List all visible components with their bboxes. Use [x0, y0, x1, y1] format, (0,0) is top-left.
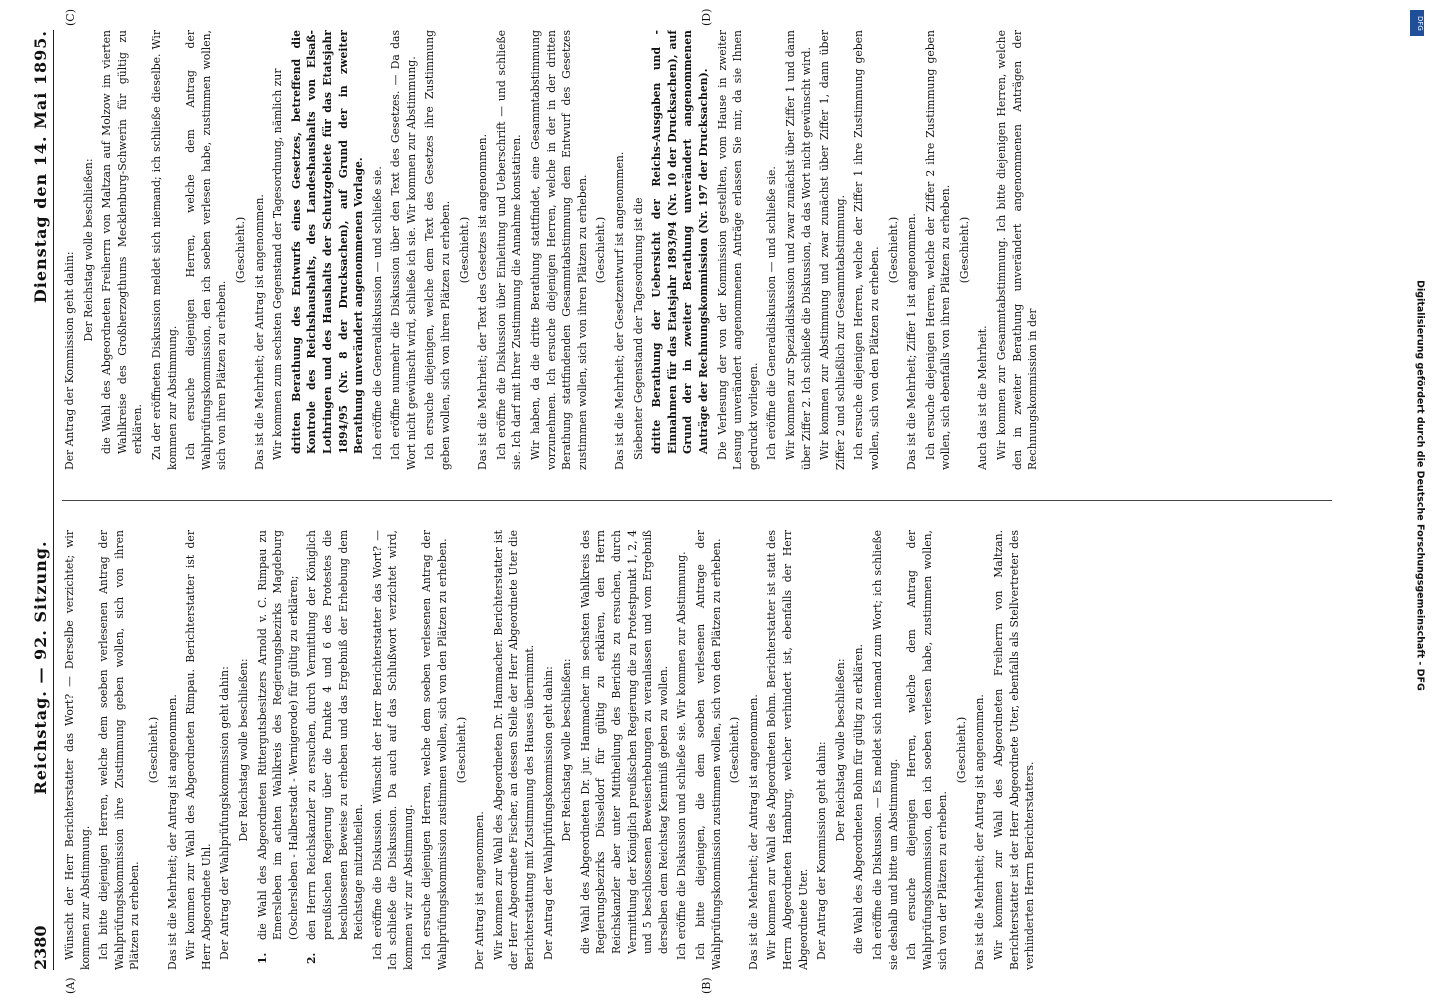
- paragraph: Ich bitte diejenigen Herren, welche dem soeben verlesenen Antrag der Wahlprüfungskommission ihre Zustimmung geben wollen, sich von ihren Plätzen zu erheben.: [97, 530, 142, 970]
- paragraph: Ich eröffne die Diskussion. Wünscht der Herr Berichterstatter das Wort? — Ich schließe die Diskussion. Da auch auf das Schlußwort verzichtet wird, kommen wir zur Abstimmung.: [370, 530, 415, 970]
- left-column: [62, 530, 1332, 970]
- paragraph: Wir kommen zur Spezialdiskussion und zwar zunächst über Ziffer 1 und dann über Ziffer 2. Ich schließe die Diskussion, da das Wort nicht gewünscht wird.: [783, 30, 813, 470]
- paragraph: Ich ersuche diejenigen, welche dem Text des Gesetzes ihre Zustimmung geben wollen, sich von ihren Plätzen zu erheben.: [423, 30, 453, 470]
- paragraph: Das ist die Mehrheit; der Antrag ist angenommen.: [252, 194, 266, 470]
- paragraph: Das ist die Mehrheit; der Antrag ist angenommen.: [165, 694, 179, 970]
- motion-text: die Wahl des Abgeordneten Bohm für gültig zu erklären.: [852, 644, 866, 954]
- stage-direction: (Geschieht.): [886, 216, 900, 284]
- motion-heading: Der Reichstag wolle beschließen:: [81, 158, 95, 342]
- paragraph: Ich eröffne die Generaldiskussion — und schließe sie.: [765, 166, 779, 460]
- paragraph: Der Antrag der Kommission geht dahin:: [63, 251, 76, 470]
- paragraph: Wir kommen zur Wahl des Abgeordneten Rimpau. Berichterstatter ist der Herr Abgeordnete Uhl.: [184, 530, 213, 970]
- paragraph: Ich ersuche diejenigen Herren, welche dem soeben verlesenen Antrag der Wahlprüfungskommission zustimmen wollen, sich von den Plätzen zu erheben.: [420, 530, 450, 970]
- page-number: 2380: [31, 925, 50, 970]
- margin-label-a: (A): [64, 977, 77, 994]
- stage-direction: (Geschieht.): [457, 216, 471, 284]
- motion-text: die Wahl des Abgeordneten Rittergutsbesitzers Arnold v. C. Rimpau zu Emersleben im achten Wahlkreis des Regierungsbezirks Magdeburg (Oschersleben - Halberstadt - Wernigerode) für gültig zu erklären;: [255, 530, 300, 940]
- item-number: 2.: [305, 952, 319, 964]
- paragraph: Wir kommen zur Abstimmung und zwar zunächst über Ziffer 1, dann über Ziffer 2 und schließlich zur Gesammtabstimmung.: [818, 30, 847, 470]
- paragraph: Zu der eröffneten Diskussion meldet sich niemand; ich schließe dieselbe. Wir kommen zur Abstimmung.: [149, 30, 179, 470]
- paragraph: Ich eröffne nunmehr die Diskussion über den Text des Gesetzes. — Da das Wort nicht gewünscht wird, schließe ich sie. Wir kommen zur Abstimmung.: [389, 30, 418, 470]
- paragraph: Wir kommen zur Wahl des Abgeordneten Freiherrn von Maltzan. Berichterstatter ist der Herr Abgeordnete Uter, ebenfalls als Stellvertreter des verhinderten Herrn Berichterstatters.: [992, 530, 1037, 970]
- paragraph: Siebenter Gegenstand der Tagesordnung ist die: [631, 197, 645, 460]
- dfg-logo: DFG: [1410, 10, 1424, 36]
- stage-direction: (Geschieht.): [957, 216, 971, 284]
- paragraph: Ich eröffne die Diskussion und schließe sie. Wir kommen zur Abstimmung.: [675, 551, 689, 960]
- motion-heading: Der Reichstag wolle beschließen:: [560, 658, 574, 842]
- motion-text: die Wahl des Abgeordneten Freiherrn von Maltzan auf Molzow im vierten Wahlkreise des Großherzogthums Mecklenburg-Schwerin für gültig zu erklären.: [100, 30, 145, 454]
- paragraph: Ich bitte diejenigen, die dem soeben verlesenen Antrage der Wahlprüfungskommission zustimmen wollen, sich von den Plätzen zu erheben.: [693, 530, 723, 970]
- stage-direction: (Geschieht.): [454, 716, 468, 784]
- paragraph: Ich eröffne die Diskussion. — Es meldet sich niemand zum Wort; ich schließe sie deshalb und bitte um Abstimmung.: [870, 530, 900, 970]
- paragraph: Der Antrag der Kommission geht dahin:: [815, 741, 829, 960]
- paragraph: Ich ersuche diejenigen Herren, welche dem Antrag der Wahlprüfungskommission, den ich soeben verlesen habe, zustimmen wollen, sich von ihren Plätzen zu erheben.: [184, 30, 229, 470]
- paragraph: Der Antrag der Wahlprüfungskommission geht dahin:: [218, 666, 232, 960]
- column-divider: [62, 500, 1332, 501]
- credit-text: Digitalisierung gefördert durch die Deutsche Forschungsgemeinschaft - DFG: [1414, 280, 1426, 691]
- margin-label-b: (B): [700, 977, 713, 994]
- paragraph: Wir kommen zur Wahl des Abgeordneten Bohm. Berichterstatter ist statt des Herrn Abgeordneten Hamburg, welcher verhindert ist, ebenfalls der Herr Abgeordnete Uter.: [765, 530, 810, 970]
- paragraph: Der Antrag der Wahlprüfungskommission geht dahin:: [541, 666, 555, 960]
- paragraph: Wir kommen zum sechsten Gegenstand der Tagesordnung, nämlich zur: [271, 68, 285, 460]
- funding-credit: [1410, 10, 1426, 990]
- paragraph: Das ist die Mehrheit; Ziffer 1 ist angenommen.: [905, 213, 919, 470]
- paragraph: Das ist die Mehrheit; der Text des Gesetzes ist angenommen.: [476, 133, 490, 470]
- motion-item-2: [304, 530, 366, 964]
- paragraph: Auch das ist die Mehrheit.: [976, 325, 990, 470]
- stage-direction: (Geschieht.): [146, 716, 160, 784]
- motion-text: den Herrn Reichskanzler zu ersuchen, durch Vermittlung der Königlich preußischen Regierung über die Punkte 4 und 6 des Protestes die beschlossenen Beweise zu erheben und das Ergebniß der Erhebung dem Reichstage mitzutheilen.: [305, 530, 366, 940]
- paragraph: Ich eröffne die Generaldiskussion — und schließe sie.: [370, 166, 384, 460]
- motion-heading: Der Reichstag wolle beschließen:: [236, 658, 250, 842]
- motion-text: die Wahl des Abgeordneten Dr. jur. Hammacher im sechsten Wahlkreis des Regierungsbezirks Düsseldorf für gültig zu erklären, den Herrn Reichskanzler aber unter Mittheilung des Berichts zu ersuchen, durch Vermittlung der Königlich preußischen Regierung die zu Protestpunkt 1, 2, 4 und 5 beschlossenen Beweiserhebungen zu veranlassen und vom Ergebniß derselben dem Reichstag Kenntniß geben zu wollen.: [578, 530, 670, 954]
- agenda-item-title: dritte Berathung der Uebersicht der Reichs-Ausgaben und -Einnahmen für das Etatsjahr 1893/94 (Nr. 10 der Drucksachen), auf Grund der in zweiter Berathung unverändert angenommenen Anträge der Rechnungskommission (Nr. 197 der Drucksachen).: [650, 30, 710, 454]
- paragraph: Wünscht der Herr Berichterstatter das Wort? — Derselbe verzichtet; wir kommen zur Abstimmung.: [63, 530, 92, 970]
- paragraph: Ich ersuche diejenigen Herren, welche der Ziffer 2 ihre Zustimmung geben wollen, sich ebenfalls von ihren Plätzen zu erheben.: [923, 30, 953, 470]
- paragraph: Das ist die Mehrheit; der Antrag ist angenommen.: [746, 694, 760, 970]
- margin-label-c: (C): [64, 9, 77, 26]
- motion-item-1: [255, 530, 302, 964]
- stage-direction: (Geschieht.): [233, 216, 247, 284]
- stage-direction: (Geschieht.): [954, 716, 968, 784]
- paragraph: Ich ersuche diejenigen Herren, welche dem Antrag der Wahlprüfungskommission, den ich soeben verlesen habe, zustimmen wollen, sich von der Plätzen zu erheben.: [905, 530, 950, 970]
- session-title: Reichstag. — 92. Sitzung.: [31, 540, 50, 795]
- paragraph: Das ist die Mehrheit; der Antrag ist angenommen.: [973, 694, 987, 970]
- item-number: 1.: [255, 952, 269, 964]
- paragraph: Wir kommen zur Wahl des Abgeordneten Dr. Hammacher. Berichterstatter ist der Herr Abgeordnete Fischer, an dessen Stelle der Herr Abgeordnete Uter die Berichterstattung mit Zustimmung des Hauses übernimmt.: [491, 530, 537, 970]
- stage-direction: (Geschieht.): [594, 216, 608, 284]
- agenda-item-title: dritten Berathung des Entwurfs eines Gesetzes, betreffend die Kontrole des Reichshaushalts, des Landeshaushalts von Elsaß-Lothringen und des Haushalts der Schutzgebiete für das Etatsjahr 1894/95 (Nr. 8 der Drucksachen), auf Grund der in zweiter Berathung unverändert angenommenen Vorlage.: [289, 30, 366, 454]
- paragraph: Ich eröffne die Diskussion über Einleitung und Ueberschrift — und schließe sie. Ich darf mit Ihrer Zustimmung die Annahme konstatiren.: [494, 30, 524, 470]
- right-column: [62, 30, 1332, 470]
- paragraph: Das ist die Mehrheit; der Gesetzentwurf ist angenommen.: [613, 151, 626, 470]
- motion-heading: Der Reichstag wolle beschließen:: [833, 658, 847, 842]
- session-date: Dienstag den 14. Mai 1895.: [31, 30, 50, 304]
- paragraph: Wir haben, da die dritte Berathung stattfindet, eine Gesammtabstimmung vorzunehmen. Ich ersuche diejenigen Herren, welche in der in der dritten Berathung stattfindenden Gesammtabstimmung dem Entwurf des Gesetzes zustimmen wollen, sich von ihren Plätzen zu erheben.: [529, 30, 589, 470]
- margin-label-d: (D): [700, 8, 713, 26]
- running-header: [20, 30, 54, 970]
- paragraph: Ich ersuche diejenigen Herren, welche der Ziffer 1 ihre Zustimmung geben wollen, sich von den Plätzen zu erheben.: [852, 30, 881, 470]
- paragraph: Der Antrag ist angenommen.: [473, 811, 487, 970]
- stage-direction: (Geschieht.): [728, 716, 742, 784]
- paragraph: Wir kommen zur Gesammtabstimmung. Ich bitte diejenigen Herren, welche den in zweiter Berathung unverändert angenommenen Anträgen der Rechnungskommission in der: [995, 30, 1040, 470]
- paragraph: Die Verlesung der von der Kommission gestellten, vom Hause in zweiter Lesung unverändert angenommenen Anträge erlassen Sie mir, da sie Ihnen gedruckt vorliegen.: [715, 30, 760, 470]
